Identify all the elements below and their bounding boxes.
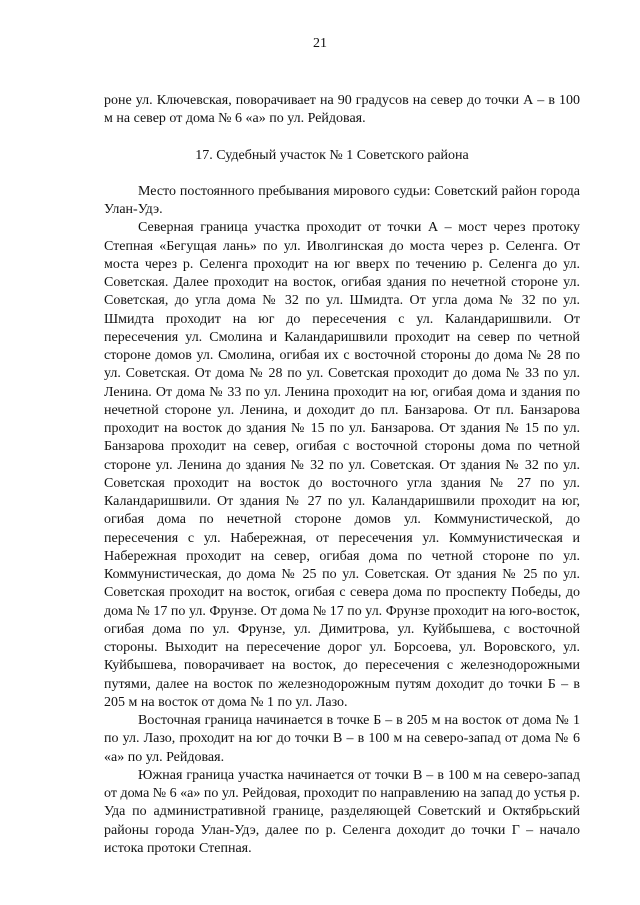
spacer (104, 165, 580, 183)
section-heading: 17. Судебный участок № 1 Советского района (195, 147, 469, 163)
residence-paragraph: Место постоянного пребывания мирового судьи: Советский район города Улан-Удэ. (104, 183, 580, 217)
spacer (104, 129, 580, 147)
south-border-paragraph: Южная граница участка начинается от точки В – в 100 м на северо-запад от дома № 6 «а» по ул. Рейдовая, проходит по направлению на запад до устья р. Уда по административной границе, разделяющей Советский и Октябрьский районы города Улан-Удэ, далее по р. Селенга доходит до точки Г – начало истока протоки Степная. (104, 767, 580, 856)
page-number: 21 (313, 36, 327, 51)
east-border-paragraph: Восточная граница начинается в точке Б – в 205 м на восток от дома № 1 по ул. Лазо, проходит на юг до точки В – в 100 м на северо-запад от дома № 6 «а» по ул. Рейдовая. (104, 713, 580, 765)
north-border-paragraph: Северная граница участка проходит от точки А – мост через протоку Степная «Бегущая лань» по ул. Иволгинская до моста через р. Селенга. От моста через р. Селенга проходит на юг вверх по течению р. Селенга до ул. Советская. Далее проходит на восток, огибая здания по нечетной стороне ул. Советская, до угла дома № 32 по ул. Шмидта. От угла дома № 32 по ул. Шмидта проходит на юг до пересечения с ул. Каландаришвили. От пересечения ул. Смолина и Каландаришвили проходит на север по четной стороне домов ул. Смолина, огибая их с восточной стороны до дома № 28 по ул. Советская. От дома № 28 по ул. Советская проходит до дома № 33 по ул. Ленина. От дома № 33 по ул. Ленина проходит на юг, огибая дома и здания по нечетной стороне ул. Ленина, и доходит до пл. Банзарова. От пл. Банзарова проходит на восток до здания № 15 по ул. Банзарова. От здания № 15 по ул. Банзарова проходит на север, огибая с восточной стороны дома по четной стороне ул. Ленина до здания № 32 по ул. Советская. От здания № 32 по ул. Советская проходит на восток до восточного угла здания № 27 по ул. Каландаришвили. От здания № 27 по ул. Каландаришвили проходит на юг, огибая дома по нечетной стороне домов ул. Коммунистической, до пересечения с ул. Набережная, от пересечения ул. Коммунистическая и Набережная проходит на север, огибая дома по четной стороне по ул. Коммунистическая, до дома № 25 по ул. Советская. От здания № 25 по ул. Советская проходит на восток, огибая с севера дома по проспекту Победы, до дома № 17 по ул. Фрунзе. От дома № 17 по ул. Фрунзе проходит на юго-восток, огибая дома по ул. Фрунзе, ул. Димитрова, ул. Куйбышева, с восточной стороны. Выходит на пересечение дорог ул. Борсоева, ул. Воровского, ул. Куйбышева, поворачивает на восток, до пересечения с железнодорожными путями, далее на восток по железнодорожным путям доходит до точки Б – в 205 м на восток от дома № 1 по ул. Лазо. (104, 220, 580, 710)
document-body (104, 92, 580, 858)
intro-paragraph: роне ул. Ключевская, поворачивает на 90 градусов на север до точки А – в 100 м на север от дома № 6 «а» по ул. Рейдовая. (104, 93, 580, 127)
